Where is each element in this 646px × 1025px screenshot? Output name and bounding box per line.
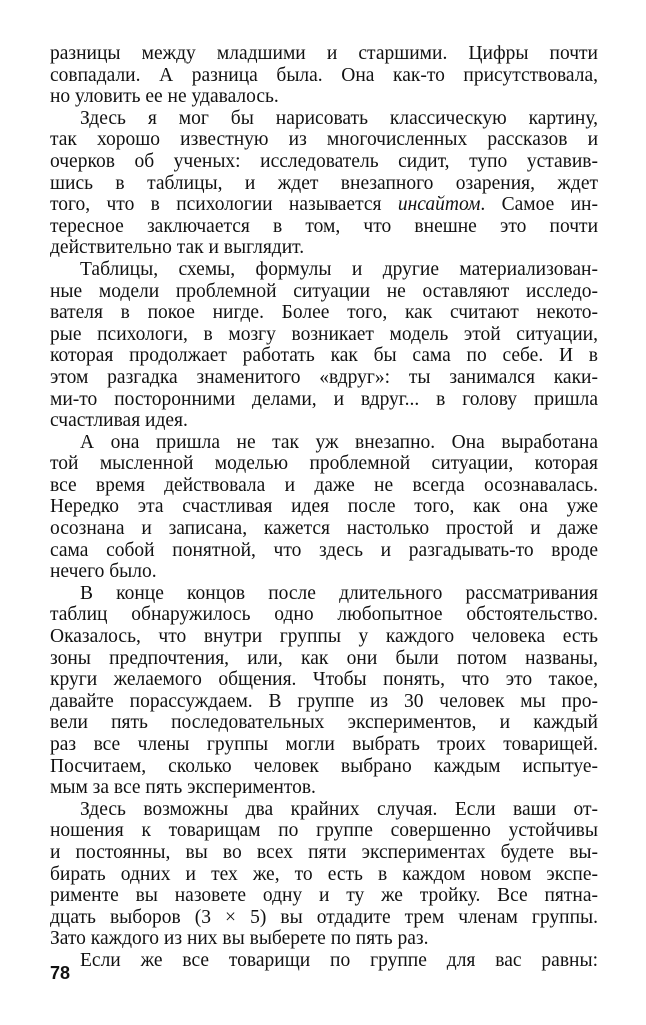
- text-line: Если же все товарищи по группе для вас равны:: [80, 949, 598, 971]
- text-line: Оказалось, что внутри группы у каждого человека есть: [50, 626, 598, 648]
- text-line: вателя в покое нигде. Более того, как считают некото-: [50, 302, 598, 324]
- text-line: зоны предпочтения, или, как они были потом названы,: [50, 647, 598, 669]
- text-line: Нередко эта счастливая идея после того, как она уже: [50, 496, 598, 518]
- paragraph-2: [50, 108, 598, 259]
- text-line: тересное заключается в том, что внешне это почти: [50, 215, 598, 237]
- text-line: осознана и записана, кажется настолько простой и даже: [50, 518, 598, 540]
- text-line: вели пять последовательных экспериментов, и каждый: [50, 712, 598, 734]
- text-line: ми-то посторонними делами, и вдруг... в голову пришла: [50, 388, 598, 410]
- text-fragment: того, что в психологии называется: [50, 194, 398, 216]
- page-body: [50, 43, 598, 972]
- text-line: бирать одних и тех же, то есть в каждом новом экспе-: [50, 863, 598, 885]
- page-number: 78: [50, 963, 71, 983]
- text-line: мым за все пять экспериментов.: [50, 777, 316, 799]
- paragraph-1: [50, 43, 598, 108]
- text-line: шись в таблицы, и ждет внезапного озарения, ждет: [50, 172, 598, 194]
- text-line: счастливая идея.: [50, 410, 188, 432]
- text-line: В конце концов после длительного рассматривания: [80, 582, 598, 604]
- text-fragment: . Самое ин-: [480, 194, 598, 216]
- text-line: дцать выборов (3 × 5) вы отдадите трем членам группы.: [50, 906, 598, 928]
- text-line: разницы между младшими и старшими. Цифры почти: [50, 43, 598, 64]
- text-line: круги желаемого общения. Чтобы понять, что это такое,: [50, 669, 598, 691]
- text-line: Здесь я мог бы нарисовать классическую картину,: [80, 107, 598, 129]
- text-line: А она пришла не так уж внезапно. Она выработана: [80, 431, 598, 453]
- text-line: Зато каждого из них вы выберете по пять раз.: [50, 928, 429, 950]
- text-line: очерков об ученых: исследователь сидит, тупо уставив-: [50, 150, 598, 172]
- text-line: действительно так и выглядит.: [50, 237, 305, 259]
- text-line: совпадали. А разница была. Она как-то присутствовала,: [50, 64, 598, 86]
- text-line: ношения к товарищам по группе совершенно устойчивы: [50, 820, 598, 842]
- text-line: раз все члены группы могли выбрать троих товарищей.: [50, 734, 598, 755]
- text-line-with-term: [50, 194, 598, 216]
- paragraph-4: [50, 432, 598, 583]
- text-line: так хорошо известную из многочисленных рассказов и: [50, 129, 598, 151]
- text-line: ные модели проблемной ситуации не оставляют исследо-: [50, 280, 598, 302]
- text-line: той мысленной моделью проблемной ситуации, которая: [50, 453, 598, 475]
- text-line: давайте порассуждаем. В группе из 30 человек мы про-: [50, 690, 598, 712]
- text-line: Здесь возможны два крайних случая. Если ваши от-: [80, 798, 598, 820]
- text-line: рые психологи, в мозгу возникает модель этой ситуации,: [50, 323, 598, 345]
- text-line: Таблицы, схемы, формулы и другие материализован-: [80, 258, 598, 280]
- text-line: сама собой понятной, что здесь и разгадывать-то вроде: [50, 539, 598, 561]
- text-line: Посчитаем, сколько человек выбрано каждым испытуе-: [50, 755, 598, 777]
- text-line: но уловить ее не удавалось.: [50, 86, 279, 108]
- text-line: рименте вы назовете одну и ту же тройку. Все пятна-: [50, 885, 598, 907]
- text-line: которая продолжает работать как бы сама по себе. И в: [50, 345, 598, 367]
- text-line: этом разгадка знаменитого «вдруг»: ты занимался каки-: [50, 366, 598, 388]
- paragraph-3: [50, 259, 598, 432]
- text-line: все время действовала и даже не всегда осознавалась.: [50, 474, 598, 496]
- text-line: таблиц обнаружилось одно любопытное обстоятельство.: [50, 604, 598, 626]
- paragraph-7: [50, 950, 598, 972]
- text-line: и постоянны, вы во всех пяти экспериментах будете вы-: [50, 841, 598, 863]
- italic-term: инсайтом: [397, 194, 481, 216]
- paragraph-6: [50, 799, 598, 950]
- paragraph-5: [50, 583, 598, 799]
- text-line: нечего было.: [50, 561, 157, 583]
